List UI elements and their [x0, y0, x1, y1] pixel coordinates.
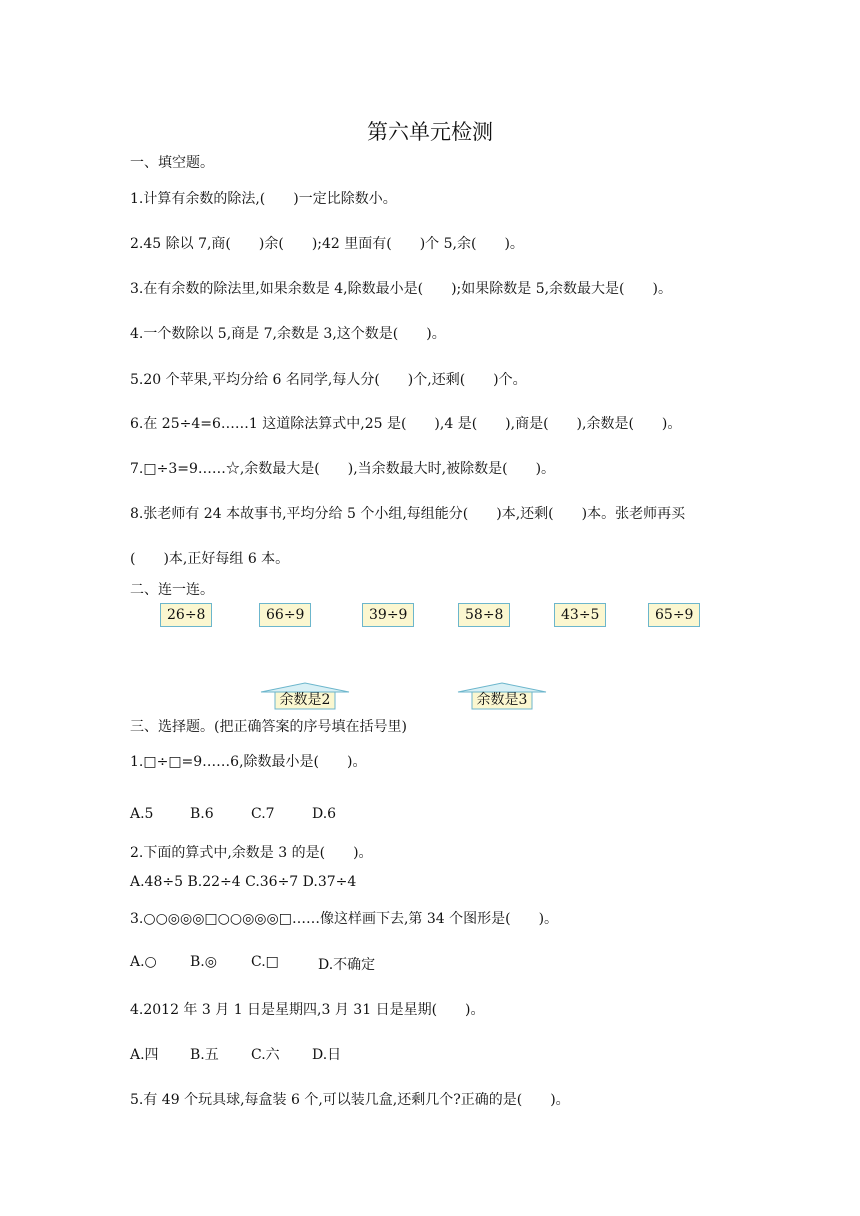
q4-option-c[interactable]: C.六	[251, 1047, 280, 1063]
section-1-heading: 一、填空题。	[130, 155, 214, 171]
section-2-heading: 二、连一连。	[130, 582, 214, 598]
q1-option-c[interactable]: C.7	[251, 806, 275, 822]
fill-question-4: 4.一个数除以 5,商是 7,余数是 3,这个数是( )。	[130, 326, 446, 342]
remainder-house-2[interactable]	[456, 682, 548, 710]
division-box-1[interactable]: 26÷8	[160, 603, 212, 627]
page-title: 第六单元检测	[367, 120, 493, 144]
q1-option-a[interactable]: A.5	[130, 806, 154, 822]
remainder-label: 余数是2	[279, 692, 331, 708]
fill-question-5: 5.20 个苹果,平均分给 6 名同学,每人分( )个,还剩( )个。	[130, 372, 527, 388]
q3-option-a[interactable]: A.○	[130, 954, 157, 970]
division-box-2[interactable]: 66÷9	[259, 603, 311, 627]
q2-options[interactable]: A.48÷5 B.22÷4 C.36÷7 D.37÷4	[130, 874, 357, 890]
division-box-5[interactable]: 43÷5	[554, 603, 606, 627]
choice-question-2: 2.下面的算式中,余数是 3 的是( )。	[130, 845, 373, 861]
fill-question-6: 6.在 25÷4=6……1 这道除法算式中,25 是( ),4 是( ),商是( ),余数是( )。	[130, 416, 682, 432]
fill-question-2: 2.45 除以 7,商( )余( );42 里面有( )个 5,余( )。	[130, 236, 524, 252]
q4-option-a[interactable]: A.四	[130, 1047, 159, 1063]
choice-question-3: 3.○○◎◎◎□○○◎◎◎□……像这样画下去,第 34 个图形是( )。	[130, 911, 559, 927]
remainder-house-1[interactable]	[259, 682, 351, 710]
section-3-heading: 三、选择题。(把正确答案的序号填在括号里)	[130, 719, 407, 735]
q3-option-c[interactable]: C.□	[251, 954, 279, 970]
fill-question-1: 1.计算有余数的除法,( )一定比除数小。	[130, 191, 397, 207]
fill-question-7: 7.□÷3=9……☆,余数最大是( ),当余数最大时,被除数是( )。	[130, 461, 556, 477]
division-box-4[interactable]: 58÷8	[458, 603, 510, 627]
q3-option-d[interactable]: D.不确定	[318, 957, 376, 973]
fill-question-8-continued: ( )本,正好每组 6 本。	[130, 551, 290, 567]
q3-option-b[interactable]: B.◎	[190, 954, 217, 970]
division-box-3[interactable]: 39÷9	[362, 603, 414, 627]
choice-question-5: 5.有 49 个玩具球,每盒装 6 个,可以装几盒,还剩几个?正确的是( )。	[130, 1092, 570, 1108]
q4-option-b[interactable]: B.五	[190, 1047, 219, 1063]
q1-option-d[interactable]: D.6	[312, 806, 337, 822]
remainder-label: 余数是3	[476, 692, 528, 708]
q4-option-d[interactable]: D.日	[312, 1047, 342, 1063]
choice-question-1: 1.□÷□=9……6,除数最小是( )。	[130, 754, 367, 770]
fill-question-3: 3.在有余数的除法里,如果余数是 4,除数最小是( );如果除数是 5,余数最大是( )。	[130, 281, 672, 297]
choice-question-4: 4.2012 年 3 月 1 日是星期四,3 月 31 日是星期( )。	[130, 1002, 485, 1018]
division-box-6[interactable]: 65÷9	[648, 603, 700, 627]
q1-option-b[interactable]: B.6	[190, 806, 214, 822]
fill-question-8: 8.张老师有 24 本故事书,平均分给 5 个小组,每组能分( )本,还剩( )本。张老师再买	[130, 506, 686, 522]
